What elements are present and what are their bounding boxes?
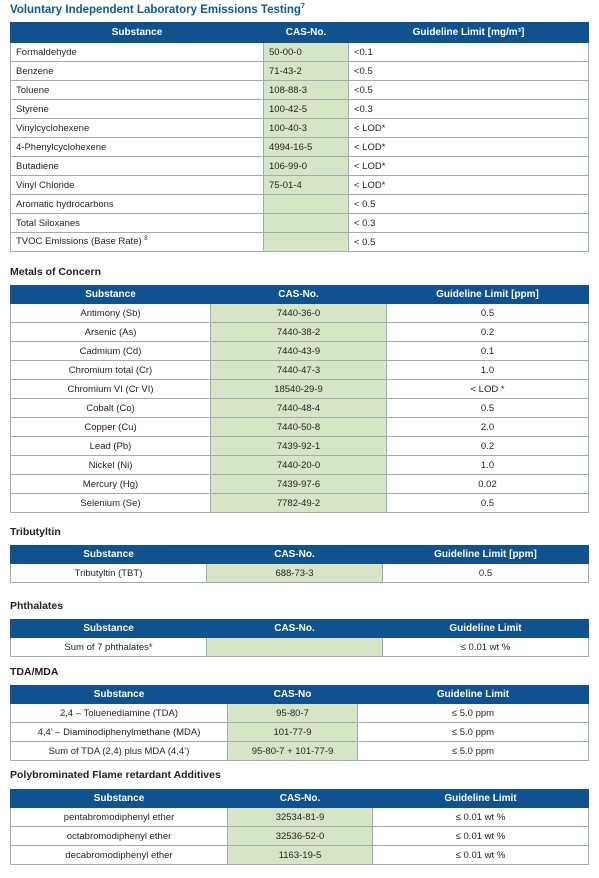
table-row bbox=[11, 638, 589, 657]
cell-substance bbox=[11, 808, 228, 827]
table-row bbox=[11, 827, 589, 846]
cell-substance bbox=[11, 437, 211, 456]
cell-guideline-limit: 2.0 bbox=[387, 418, 589, 437]
tda-mda-table bbox=[10, 685, 589, 761]
flame-retardant-table bbox=[10, 789, 589, 865]
table-row bbox=[11, 723, 589, 742]
cell-guideline-limit: 0.2 bbox=[387, 323, 589, 342]
col-header-substance: Substance bbox=[11, 686, 228, 704]
cell-guideline-limit: < LOD* bbox=[349, 176, 589, 195]
cell-guideline-limit: ≤ 0.01 wt % bbox=[383, 638, 589, 657]
cell-substance bbox=[11, 138, 264, 157]
cell-cas-number: 7440-38-2 bbox=[211, 323, 387, 342]
substance-name: Vinyl Chloride bbox=[16, 179, 75, 191]
table-row bbox=[11, 43, 589, 62]
col-header-cas: CAS-No. bbox=[207, 546, 383, 564]
cell-guideline-limit: ≤ 5.0 ppm bbox=[358, 704, 589, 723]
cell-substance bbox=[11, 157, 264, 176]
substance-name: octabromodiphenyl ether bbox=[66, 830, 172, 842]
cell-guideline-limit: 0.5 bbox=[383, 564, 589, 583]
substance-name: Toluene bbox=[16, 84, 50, 96]
table-row bbox=[11, 304, 589, 323]
cell-guideline-limit: <0.3 bbox=[349, 100, 589, 119]
cell-cas-number: 7440-47-3 bbox=[211, 361, 387, 380]
cell-cas-number: 71-43-2 bbox=[264, 62, 349, 81]
substance-name: Formaldehyde bbox=[16, 46, 77, 58]
table-row bbox=[11, 214, 589, 233]
table-row bbox=[11, 456, 589, 475]
cell-substance bbox=[11, 846, 228, 865]
cell-guideline-limit: 0.1 bbox=[387, 342, 589, 361]
cell-substance bbox=[11, 195, 264, 214]
cell-guideline-limit: <0.5 bbox=[349, 81, 589, 100]
substance-name: 4,4’ – Diaminodiphenylmethane (MDA) bbox=[37, 726, 201, 738]
cell-substance bbox=[11, 81, 264, 100]
table-row bbox=[11, 808, 589, 827]
col-header-cas: CAS-No bbox=[228, 686, 358, 704]
section-title-flame-retardants: Polybrominated Flame retardant Additives bbox=[10, 769, 221, 781]
page-title-footnote: 7 bbox=[300, 3, 305, 10]
cell-cas-number: 108-88-3 bbox=[264, 81, 349, 100]
cell-substance bbox=[11, 342, 211, 361]
section-title-tda-mda: TDA/MDA bbox=[10, 666, 59, 678]
cell-substance bbox=[11, 827, 228, 846]
cell-cas-number: 7439-92-1 bbox=[211, 437, 387, 456]
cell-cas-number: 7440-48-4 bbox=[211, 399, 387, 418]
table-row bbox=[11, 846, 589, 865]
cell-cas-number bbox=[264, 214, 349, 233]
cell-guideline-limit: 0.5 bbox=[387, 304, 589, 323]
table-row bbox=[11, 475, 589, 494]
cell-cas-number: 100-42-5 bbox=[264, 100, 349, 119]
cell-substance bbox=[11, 380, 211, 399]
table-row bbox=[11, 100, 589, 119]
cell-guideline-limit: < LOD* bbox=[349, 119, 589, 138]
substance-name: Benzene bbox=[16, 65, 54, 77]
cell-substance bbox=[11, 723, 228, 742]
cell-substance bbox=[11, 475, 211, 494]
table-row bbox=[11, 380, 589, 399]
substance-name: 2,4 – Toluenediamine (TDA) bbox=[59, 707, 179, 719]
col-header-limit: Guideline Limit [mg/m³] bbox=[349, 23, 589, 43]
cell-guideline-limit: ≤ 0.01 wt % bbox=[373, 808, 589, 827]
cell-cas-number bbox=[264, 233, 349, 252]
cell-substance bbox=[11, 233, 264, 252]
table-header-row bbox=[11, 790, 589, 808]
cell-guideline-limit: 0.5 bbox=[387, 399, 589, 418]
table-row bbox=[11, 195, 589, 214]
substance-name: Chromium total (Cr) bbox=[68, 364, 153, 376]
cell-cas-number: 7440-50-8 bbox=[211, 418, 387, 437]
cell-substance bbox=[11, 119, 264, 138]
cell-substance bbox=[11, 418, 211, 437]
substance-name: Sum of TDA (2,4) plus MDA (4,4’) bbox=[48, 745, 190, 757]
table-row bbox=[11, 119, 589, 138]
cell-guideline-limit: < 0.5 bbox=[349, 195, 589, 214]
cell-cas-number: 100-40-3 bbox=[264, 119, 349, 138]
section-title-tributyltin: Tributyltin bbox=[10, 526, 61, 538]
col-header-limit: Guideline Limit bbox=[383, 620, 589, 638]
cell-cas-number: 95-80-7 + 101-77-9 bbox=[228, 742, 358, 761]
col-header-substance: Substance bbox=[11, 286, 211, 304]
table-header-row bbox=[11, 546, 589, 564]
cell-guideline-limit: < 0.5 bbox=[349, 233, 589, 252]
col-header-limit: Guideline Limit bbox=[358, 686, 589, 704]
cell-substance bbox=[11, 361, 211, 380]
table-header-row bbox=[11, 686, 589, 704]
cell-guideline-limit: ≤ 0.01 wt % bbox=[373, 846, 589, 865]
substance-name: 4-Phenylcyclohexene bbox=[16, 141, 107, 153]
cell-substance bbox=[11, 494, 211, 513]
table-row bbox=[11, 81, 589, 100]
table-row bbox=[11, 437, 589, 456]
substance-name: Antimony (Sb) bbox=[80, 307, 141, 319]
table-header-row bbox=[11, 620, 589, 638]
substance-name: Chromium VI (Cr VI) bbox=[67, 383, 154, 395]
cell-cas-number: 18540-29-9 bbox=[211, 380, 387, 399]
phthalates-table bbox=[10, 619, 589, 657]
cell-substance bbox=[11, 100, 264, 119]
col-header-cas: CAS-No. bbox=[211, 286, 387, 304]
table-row bbox=[11, 176, 589, 195]
substance-name: Tributyltin (TBT) bbox=[74, 567, 143, 579]
cell-cas-number: 50-00-0 bbox=[264, 43, 349, 62]
cell-cas-number: 7439-97-6 bbox=[211, 475, 387, 494]
col-header-limit: Guideline Limit bbox=[373, 790, 589, 808]
cell-guideline-limit: <0.1 bbox=[349, 43, 589, 62]
substance-name: Sum of 7 phthalates* bbox=[64, 641, 153, 653]
substance-name: Copper (Cu) bbox=[84, 421, 137, 433]
cell-cas-number: 1163-19-5 bbox=[228, 846, 373, 865]
substance-name: Mercury (Hg) bbox=[82, 478, 139, 490]
col-header-substance: Substance bbox=[11, 620, 207, 638]
cell-substance bbox=[11, 176, 264, 195]
table-row bbox=[11, 342, 589, 361]
cell-guideline-limit: ≤ 5.0 ppm bbox=[358, 742, 589, 761]
cell-substance bbox=[11, 399, 211, 418]
cell-cas-number: 4994-16-5 bbox=[264, 138, 349, 157]
cell-substance bbox=[11, 564, 207, 583]
substance-name: Nickel (Ni) bbox=[88, 459, 133, 471]
substance-name: Vinylcyclohexene bbox=[16, 122, 90, 134]
cell-substance bbox=[11, 43, 264, 62]
substance-name: Total Siloxanes bbox=[16, 217, 80, 229]
col-header-limit: Guideline Limit [ppm] bbox=[383, 546, 589, 564]
substance-name: decabromodiphenyl ether bbox=[65, 849, 173, 861]
substance-name: Cobalt (Co) bbox=[86, 402, 135, 414]
cell-substance bbox=[11, 62, 264, 81]
cell-cas-number: 7440-36-0 bbox=[211, 304, 387, 323]
cell-cas-number: 106-99-0 bbox=[264, 157, 349, 176]
table-row bbox=[11, 742, 589, 761]
cell-cas-number bbox=[207, 638, 383, 657]
cell-guideline-limit: ≤ 5.0 ppm bbox=[358, 723, 589, 742]
substance-name: TVOC Emissions (Base Rate) bbox=[16, 236, 142, 248]
substance-name: Arsenic (As) bbox=[84, 326, 137, 338]
cell-cas-number bbox=[264, 195, 349, 214]
table-row bbox=[11, 399, 589, 418]
cell-substance bbox=[11, 214, 264, 233]
substance-name: Butadiene bbox=[16, 160, 59, 172]
voc-table bbox=[10, 22, 589, 252]
metals-table bbox=[10, 285, 589, 513]
cell-guideline-limit: < LOD * bbox=[387, 380, 589, 399]
cell-cas-number: 95-80-7 bbox=[228, 704, 358, 723]
page-title bbox=[10, 3, 305, 16]
cell-guideline-limit: < 0.3 bbox=[349, 214, 589, 233]
substance-name: pentabromodiphenyl ether bbox=[63, 811, 175, 823]
table-row bbox=[11, 62, 589, 81]
cell-substance bbox=[11, 742, 228, 761]
page-title-text: Voluntary Independent Laboratory Emissions Testing bbox=[10, 3, 301, 16]
substance-name: Selenium (Se) bbox=[80, 497, 141, 509]
cell-guideline-limit: 0.5 bbox=[387, 494, 589, 513]
table-row bbox=[11, 494, 589, 513]
cell-guideline-limit: < LOD* bbox=[349, 138, 589, 157]
substance-name: Cadmium (Cd) bbox=[79, 345, 142, 357]
col-header-substance: Substance bbox=[11, 790, 228, 808]
table-row bbox=[11, 157, 589, 176]
cell-guideline-limit: 0.2 bbox=[387, 437, 589, 456]
cell-guideline-limit: <0.5 bbox=[349, 62, 589, 81]
cell-cas-number: 101-77-9 bbox=[228, 723, 358, 742]
table-row bbox=[11, 564, 589, 583]
cell-cas-number: 75-01-4 bbox=[264, 176, 349, 195]
cell-guideline-limit: < LOD* bbox=[349, 157, 589, 176]
table-header-row bbox=[11, 23, 589, 43]
table-row bbox=[11, 233, 589, 252]
cell-cas-number: 7782-49-2 bbox=[211, 494, 387, 513]
cell-substance bbox=[11, 704, 228, 723]
substance-name: Lead (Pb) bbox=[89, 440, 132, 452]
col-header-cas: CAS-No. bbox=[264, 23, 349, 43]
cell-cas-number: 32534-81-9 bbox=[228, 808, 373, 827]
footnote-marker: 8 bbox=[144, 236, 148, 243]
cell-cas-number: 7440-43-9 bbox=[211, 342, 387, 361]
cell-cas-number: 7440-20-0 bbox=[211, 456, 387, 475]
cell-substance bbox=[11, 456, 211, 475]
col-header-substance: Substance bbox=[11, 546, 207, 564]
section-title-phthalates: Phthalates bbox=[10, 600, 64, 612]
cell-cas-number: 32536-52-0 bbox=[228, 827, 373, 846]
col-header-cas: CAS-No. bbox=[207, 620, 383, 638]
cell-substance bbox=[11, 638, 207, 657]
cell-guideline-limit: 0.02 bbox=[387, 475, 589, 494]
tributyltin-table bbox=[10, 545, 589, 583]
cell-guideline-limit: ≤ 0.01 wt % bbox=[373, 827, 589, 846]
substance-name: Aromatic hydrocarbons bbox=[16, 198, 114, 210]
col-header-substance: Substance bbox=[11, 23, 264, 43]
table-row bbox=[11, 138, 589, 157]
cell-guideline-limit: 1.0 bbox=[387, 456, 589, 475]
cell-guideline-limit: 1.0 bbox=[387, 361, 589, 380]
table-row bbox=[11, 418, 589, 437]
cell-cas-number: 688-73-3 bbox=[207, 564, 383, 583]
substance-name: Styrene bbox=[16, 103, 49, 115]
cell-substance bbox=[11, 304, 211, 323]
table-row bbox=[11, 361, 589, 380]
table-header-row bbox=[11, 286, 589, 304]
col-header-cas: CAS-No. bbox=[228, 790, 373, 808]
table-row bbox=[11, 704, 589, 723]
table-row bbox=[11, 323, 589, 342]
col-header-limit: Guideline Limit [ppm] bbox=[387, 286, 589, 304]
section-title-metals: Metals of Concern bbox=[10, 266, 102, 278]
cell-substance bbox=[11, 323, 211, 342]
